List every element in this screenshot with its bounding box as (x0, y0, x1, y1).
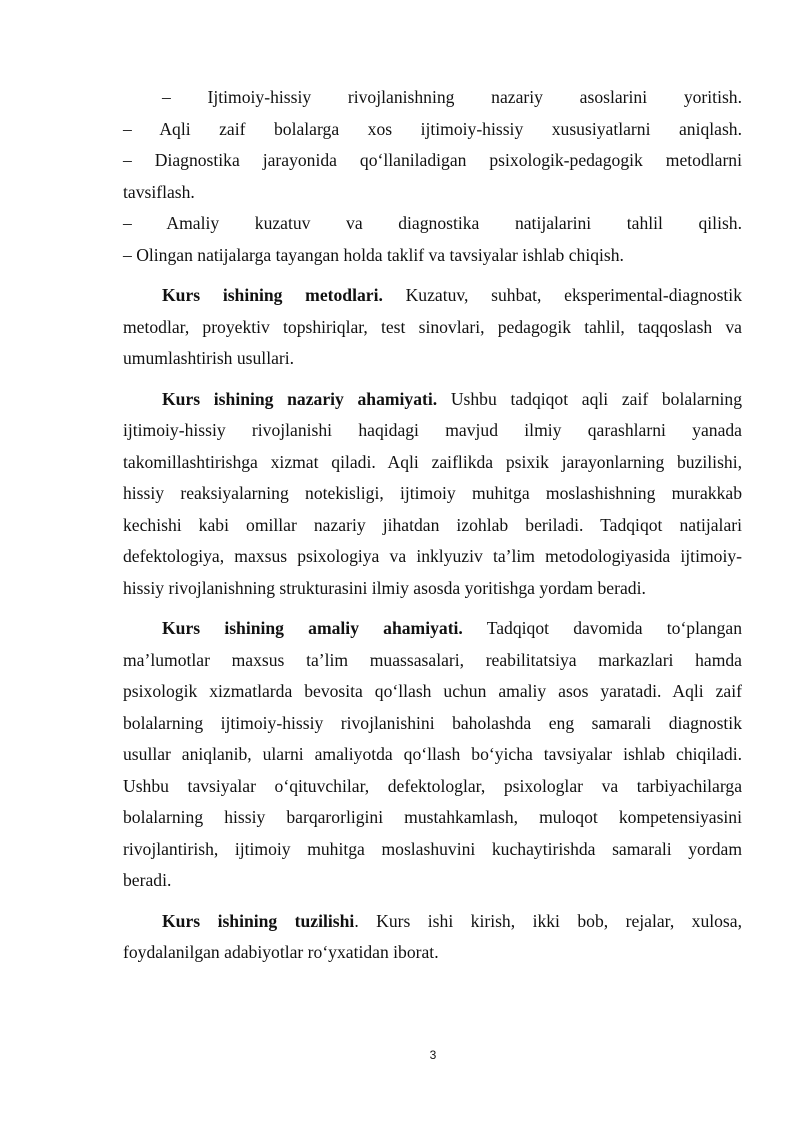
theory-text: hissiy reaksiyalarning notekisligi, ijtimoiy muhitga moslashishning murakkab (123, 483, 742, 503)
practice-paragraph (123, 613, 742, 897)
theory-text: Ushbu tadqiqot aqli zaif bolalarning (437, 388, 743, 409)
structure-text: . Kurs ishi kirish, ikki bob, rejalar, xulosa, (354, 910, 742, 931)
theory-text: ijtimoiy-hissiy rivojlanishi haqidagi mavjud ilmiy qarashlarni yanada (123, 420, 742, 440)
structure-text: foydalanilgan adabiyotlar ro‘yxatidan iborat. (123, 942, 439, 962)
structure-heading: Kurs ishining tuzilishi (162, 910, 355, 931)
theory-heading: Kurs ishining nazariy ahamiyati. (162, 388, 438, 409)
structure-paragraph (123, 906, 742, 969)
practice-text: ma’lumotlar maxsus ta’lim muassasalari, reabilitatsiya markazlari hamda (123, 649, 742, 670)
practice-text: usullar aniqlanib, ularni amaliyotda qo‘llash bo‘yicha tavsiyalar ishlab chiqiladi. (123, 744, 742, 764)
practice-text: psixologik xizmatlarda bevosita qo‘llash uchun amaliy asos yaratadi. Aqli zaif (123, 681, 742, 701)
goal-item: – Diagnostika jarayonida qo‘llaniladigan psixologik-pedagogik metodlarni (123, 150, 742, 170)
theory-text: hissiy rivojlanishning strukturasini ilmiy asosda yoritishga yordam beradi. (123, 577, 646, 598)
practice-text: bolalarning ijtimoiy-hissiy rivojlanishini baholashda eng samarali diagnostik (123, 712, 742, 733)
theory-text: kechishi kabi omillar nazariy jihatdan izohlab beriladi. Tadqiqot natijalari (123, 514, 742, 535)
theory-text: defektologiya, maxsus psixologiya va inklyuziv ta’lim metodologiyasida ijtimoiy- (123, 546, 742, 566)
goals-list (123, 82, 742, 271)
theory-paragraph (123, 384, 742, 605)
goal-item: – Aqli zaif bolalarga xos ijtimoiy-hissiy xususiyatlarni aniqlash. (123, 118, 742, 139)
methods-text: umumlashtirish usullari. (123, 348, 295, 368)
practice-text: bolalarning hissiy barqarorligini mustahkamlash, muloqot kompetensiyasini (123, 807, 742, 827)
practice-text: Ushbu tavsiyalar o‘qituvchilar, defektologlar, psixologlar va tarbiyachilarga (123, 775, 742, 796)
practice-text: rivojlantirish, ijtimoiy muhitga moslashuvini kuchaytirishda samarali yordam (123, 838, 742, 859)
methods-paragraph (123, 280, 742, 375)
practice-text: beradi. (123, 870, 172, 890)
practice-heading: Kurs ishining amaliy ahamiyati. (162, 618, 463, 638)
theory-text: takomillashtirishga xizmat qiladi. Aqli zaiflikda psixik jarayonlarning buzilishi, (123, 451, 742, 472)
methods-text: Kuzatuv, suhbat, eksperimental-diagnostik (382, 285, 742, 305)
methods-heading: Kurs ishining metodlari. (162, 285, 383, 305)
document-page (123, 82, 742, 969)
page-number: 3 (429, 1048, 437, 1062)
goal-item: – Ijtimoiy-hissiy rivojlanishning nazariy asoslarini yoritish. (162, 87, 742, 107)
methods-text: metodlar, proyektiv topshiriqlar, test sinovlari, pedagogik tahlil, taqqoslash va (123, 316, 742, 337)
goal-item: – Olingan natijalarga tayangan holda taklif va tavsiyalar ishlab chiqish. (123, 244, 624, 265)
practice-text: Tadqiqot davomida to‘plangan (462, 618, 742, 638)
goal-item-continuation: tavsiflash. (123, 181, 195, 202)
goal-item: – Amaliy kuzatuv va diagnostika natijalarini tahlil qilish. (123, 213, 742, 233)
